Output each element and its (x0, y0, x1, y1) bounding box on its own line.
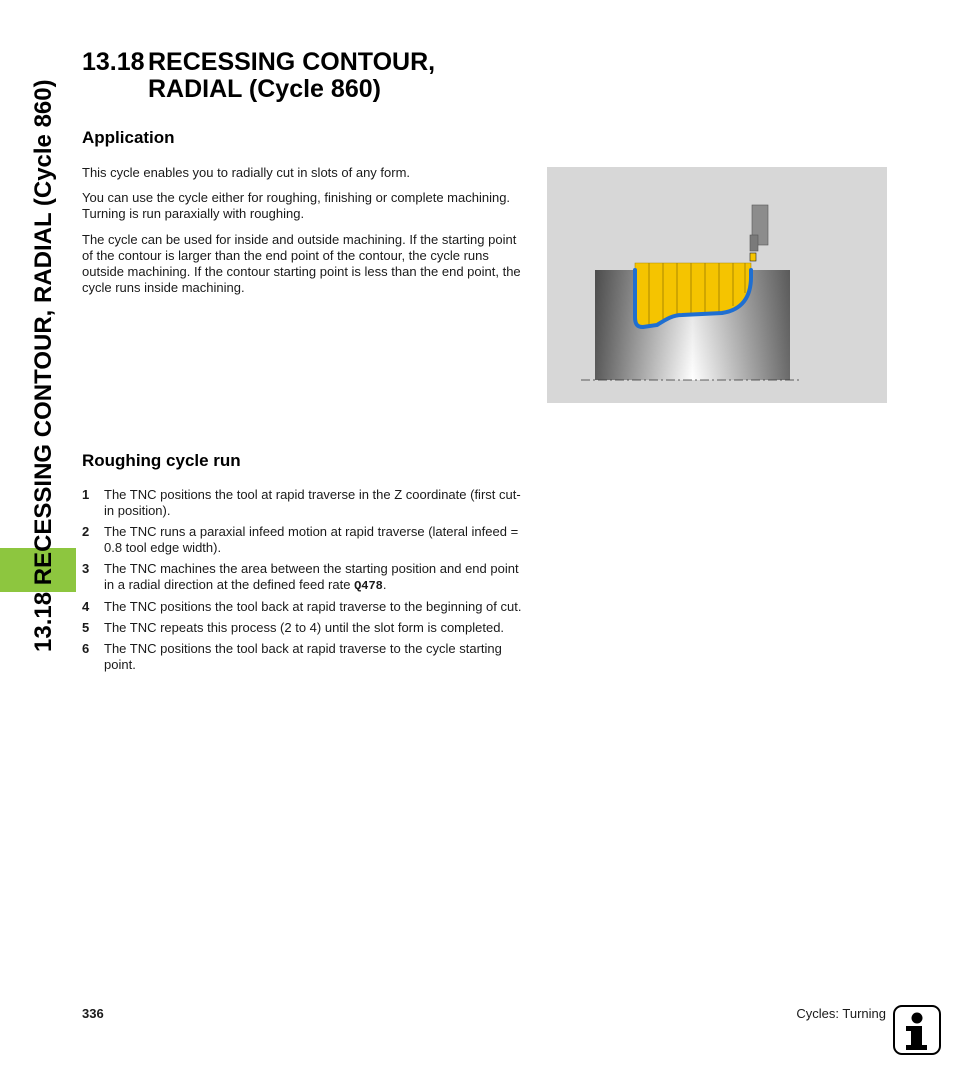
section-heading-roughing: Roughing cycle run (82, 451, 241, 470)
info-icon (893, 1005, 941, 1055)
list-item (82, 561, 528, 594)
footer-section-title: Cycles: Turning (796, 1006, 886, 1021)
step-text: The TNC repeats this process (2 to 4) until the slot form is completed. (104, 620, 505, 635)
application-paragraph-2: You can use the cycle either for roughing, finishing or complete machining. Turning is run paraxially with roughing. (82, 190, 511, 221)
application-paragraph-3: The cycle can be used for inside and outside machining. If the starting point of the contour is larger than the end point of the contour, the cycle runs outside machining. If the contour starting point is less than the end point, the cycle runs inside machining. (82, 232, 521, 295)
chapter-number: 13.18 (82, 48, 145, 76)
step-text: The TNC positions the tool at rapid traverse in the Z coordinate (first cut-in position). (104, 487, 521, 518)
section-heading-application: Application (82, 128, 175, 147)
sidebar-running-title: 13.18 RECESSING CONTOUR, RADIAL (Cycle 860) (30, 79, 57, 652)
page-title (82, 49, 435, 103)
recessing-figure (547, 167, 887, 403)
step-text: The TNC positions the tool back at rapid traverse to the cycle starting point. (104, 641, 502, 672)
step-number: 4 (82, 599, 90, 614)
step-text-end: . (382, 577, 387, 592)
list-item (82, 620, 528, 636)
chapter-title-line1: RECESSING CONTOUR, (148, 48, 436, 76)
list-item (82, 487, 528, 519)
tool-insert (750, 253, 756, 261)
page-number: 336 (82, 1006, 104, 1021)
step-number: 1 (82, 487, 90, 502)
roughing-steps-list (82, 487, 528, 678)
parameter-code: Q478 (354, 579, 383, 593)
step-number: 6 (82, 641, 90, 656)
list-item (82, 599, 528, 615)
step-number: 3 (82, 561, 90, 576)
list-item (82, 641, 528, 673)
recessing-contour-illustration (547, 167, 887, 403)
step-text: The TNC positions the tool back at rapid traverse to the beginning of cut. (104, 599, 522, 614)
step-text: The TNC machines the area between the starting position and end point in a radial direction at the defined feed rate (104, 561, 519, 592)
step-number: 5 (82, 620, 90, 635)
step-number: 2 (82, 524, 90, 539)
application-paragraph-1: This cycle enables you to radially cut in slots of any form. (82, 165, 411, 180)
chapter-title-line2: RADIAL (Cycle 860) (148, 75, 381, 103)
list-item (82, 524, 528, 556)
step-text: The TNC runs a paraxial infeed motion at rapid traverse (lateral infeed = 0.8 tool edge width). (104, 524, 519, 555)
